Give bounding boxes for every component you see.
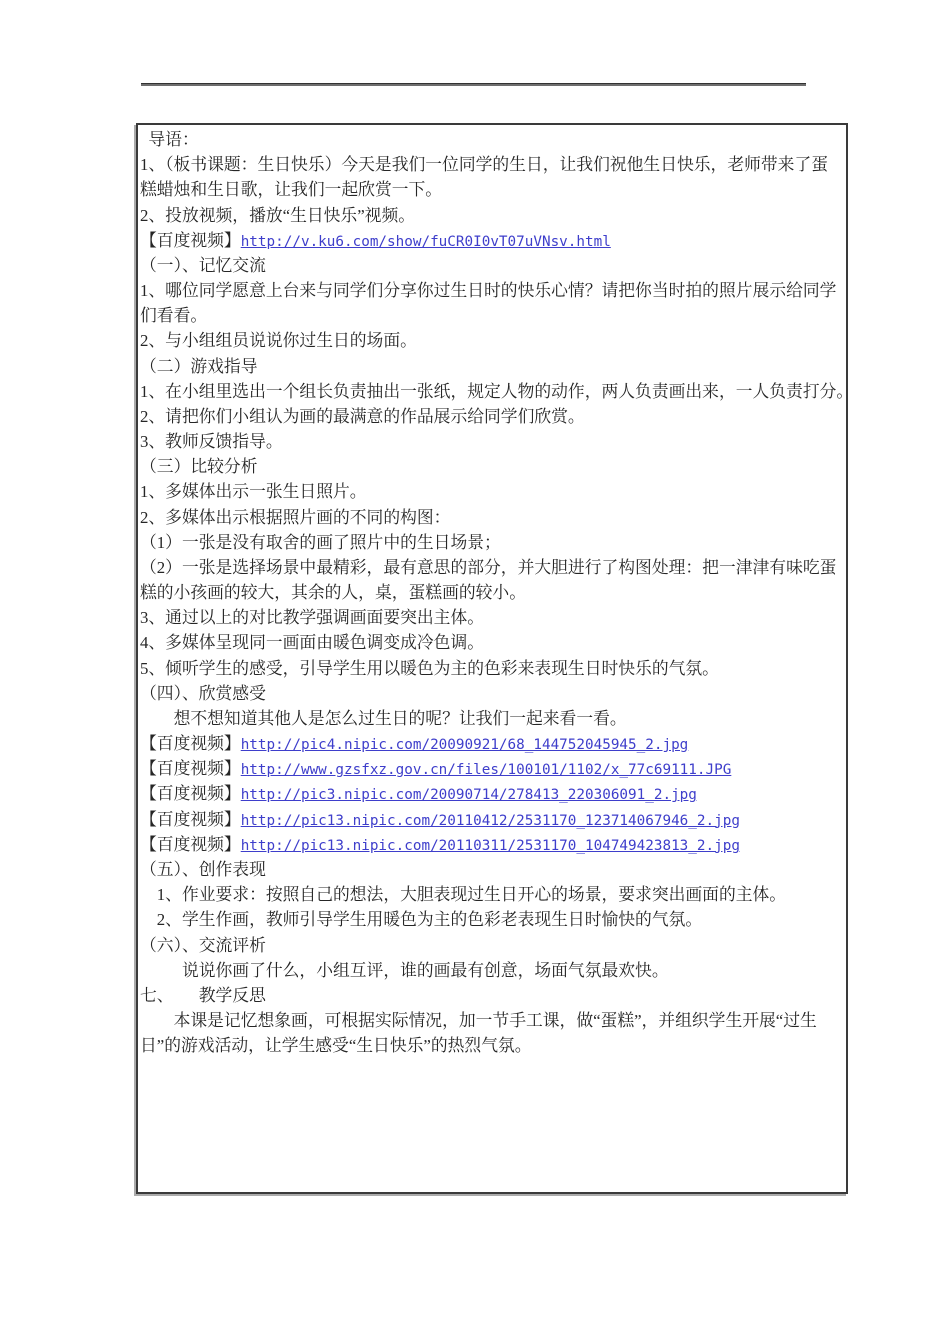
text-line: 1、哪位同学愿意上台来与同学们分享你过生日时的快乐心情？请把你当时拍的照片展示给同学 (140, 281, 837, 301)
text-line: 2、多媒体出示根据照片画的不同的构图： (140, 507, 451, 527)
text-line: 3、通过以上的对比教学强调画面要突出主体。 (140, 608, 485, 628)
video-link-line (140, 781, 845, 806)
text-line: （二）游戏指导 (140, 356, 258, 376)
text-line: （一）、记忆交流 (140, 255, 266, 275)
text-line: （三）比较分析 (140, 457, 258, 477)
text-line: （五）、创作表现 (140, 859, 266, 879)
hyperlink[interactable]: http://pic3.nipic.com/20090714/278413_220306091_2.jpg (240, 787, 697, 804)
text-line: （四）、欣赏感受 (140, 683, 266, 703)
text-line: 糕蜡烛和生日歌，让我们一起欣赏一下。 (140, 180, 443, 200)
text-line: 1、在小组里选出一个组长负责抽出一张纸，规定人物的动作，两人负责画出来，一人负责打分。 (140, 381, 854, 401)
text-line: （1）一张是没有取舍的画了照片中的生日场景； (140, 532, 501, 552)
text-line: 4、多媒体呈现同一画面由暖色调变成冷色调。 (140, 633, 485, 653)
text-line: 日”的游戏活动，让学生感受“生日快乐”的热烈气氛。 (140, 1036, 532, 1056)
text-line: 导语： (140, 130, 199, 149)
text-line: 2、投放视频，播放“生日快乐”视频。 (140, 205, 416, 225)
text-line: 1、多媒体出示一张生日照片。 (140, 482, 367, 502)
hyperlink[interactable]: http://v.ku6.com/show/fuCR0I0vT07uVNsv.html (240, 233, 611, 250)
text-line: 七、 教学反思 (140, 985, 266, 1005)
hyperlink[interactable]: http://pic13.nipic.com/20110412/2531170_123714067946_2.jpg (240, 812, 740, 829)
video-link-line (140, 228, 845, 253)
text-line: 们看看。 (140, 306, 208, 326)
link-source-label: 【百度视频】 (140, 834, 241, 854)
link-source-label: 【百度视频】 (140, 734, 241, 754)
hyperlink[interactable]: http://www.gzsfxz.gov.cn/files/100101/1102/x_77c69111.JPG (240, 762, 732, 779)
text-line: 想不想知道其他人是怎么过生日的呢？让我们一起来看一看。 (140, 708, 627, 728)
text-line: 2、与小组组员说说你过生日的场面。 (140, 331, 417, 351)
hyperlink[interactable]: http://pic4.nipic.com/20090921/68_144752045945_2.jpg (240, 737, 689, 754)
text-line: 2、学生作画，教师引导学生用暖色为主的色彩老表现生日时愉快的气氛。 (140, 910, 703, 930)
hyperlink[interactable]: http://pic13.nipic.com/20110311/2531170_104749423813_2.jpg (240, 837, 740, 854)
text-line: （2）一张是选择场景中最精彩，最有意思的部分，并大胆进行了构图处理：把一津津有味吃蛋 (140, 557, 837, 577)
lesson-plan-table-cell (136, 123, 854, 1194)
video-link-line (140, 832, 845, 857)
text-line: 1、（板书课题：生日快乐）今天是我们一位同学的生日，让我们祝他生日快乐，老师带来了蛋 (140, 155, 829, 175)
link-source-label: 【百度视频】 (140, 809, 241, 829)
video-link-line (140, 807, 845, 832)
text-line: 说说你画了什么，小组互评，谁的画最有创意，场面气氛最欢快。 (140, 960, 669, 980)
page-header-rule (141, 83, 806, 86)
video-link-line (140, 756, 845, 781)
link-source-label: 【百度视频】 (140, 759, 241, 779)
text-line: 5、倾听学生的感受，引导学生用以暖色为主的色彩来表现生日时快乐的气氛。 (140, 658, 719, 678)
link-source-label: 【百度视频】 (140, 784, 241, 804)
text-line: 3、教师反馈指导。 (140, 432, 283, 452)
text-line: 本课是记忆想象画，可根据实际情况，加一节手工课，做“蛋糕”，并组织学生开展“过生 (140, 1011, 817, 1031)
text-line: （六）、交流评析 (140, 935, 266, 955)
text-line: 糕的小孩画的较大，其余的人，桌，蛋糕画的较小。 (140, 583, 526, 603)
text-line: 1、作业要求：按照自己的想法，大胆表现过生日开心的场景，要求突出画面的主体。 (140, 885, 787, 905)
text-line: 2、请把你们小组认为画的最满意的作品展示给同学们欣赏。 (140, 406, 585, 426)
link-source-label: 【百度视频】 (140, 230, 241, 250)
video-link-line (140, 731, 845, 756)
